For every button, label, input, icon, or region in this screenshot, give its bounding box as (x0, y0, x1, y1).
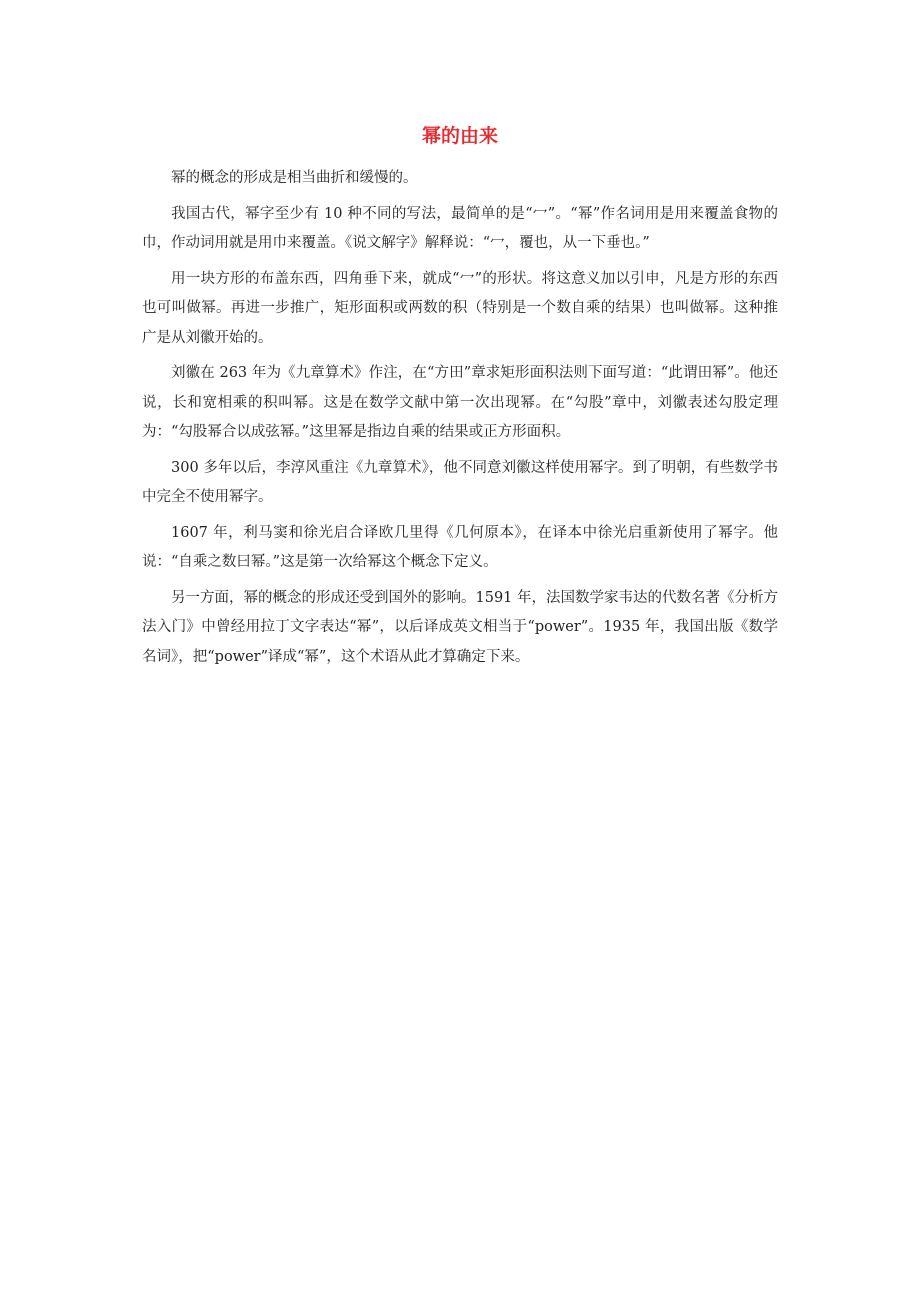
document-body (142, 164, 778, 678)
paragraph-3: 用一块方形的布盖东西，四角垂下来，就成“冖”的形状。将这意义加以引申，凡是方形的东西也可叫做幂。再进一步推广，矩形面积或两数的积（特别是一个数自乘的结果）也叫做幂。这种推广是从刘徽开始的。 (142, 270, 778, 346)
paragraph-4: 刘徽在 263 年为《九章算术》作注，在“方田”章求矩形面积法则下面写道：“此谓田幂”。他还说，长和宽相乘的积叫幂。这是在数学文献中第一次出现幂。在“勾股”章中，刘徽表述勾股定理为：“勾股幂合以成弦幂。”这里幂是指边自乘的结果或正方形面积。 (142, 365, 778, 440)
paragraph-7: 另一方面，幂的概念的形成还受到国外的影响。1591 年，法国数学家韦达的代数名著《分析方法入门》中曾经用拉丁文字表达“幂”，以后译成英文相当于“power”。1935 年，我国出版《数学名词》，把“power”译成“幂”，这个术语从此才算确定下来。 (142, 589, 779, 665)
paragraph-6: 1607 年，利马窦和徐光启合译欧几里得《几何原本》，在译本中徐光启重新使用了幂字。他说：“自乘之数曰幂。”这是第一次给幂这个概念下定义。 (142, 524, 778, 570)
document-title: 幂的由来 (421, 125, 498, 147)
paragraph-5: 300 多年以后，李淳风重注《九章算术》，他不同意刘徽这样使用幂字。到了明朝，有些数学书中完全不使用幂字。 (142, 459, 778, 505)
paragraph-1: 幂的概念的形成是相当曲折和缓慢的。 (171, 170, 418, 186)
paragraph-2: 我国古代，幂字至少有 10 种不同的写法，最简单的是“冖”。“幂”作名词用是用来覆盖食物的巾，作动词用就是用巾来覆盖。《说文解字》解释说：“冖，覆也，从一下垂也。” (142, 205, 778, 251)
